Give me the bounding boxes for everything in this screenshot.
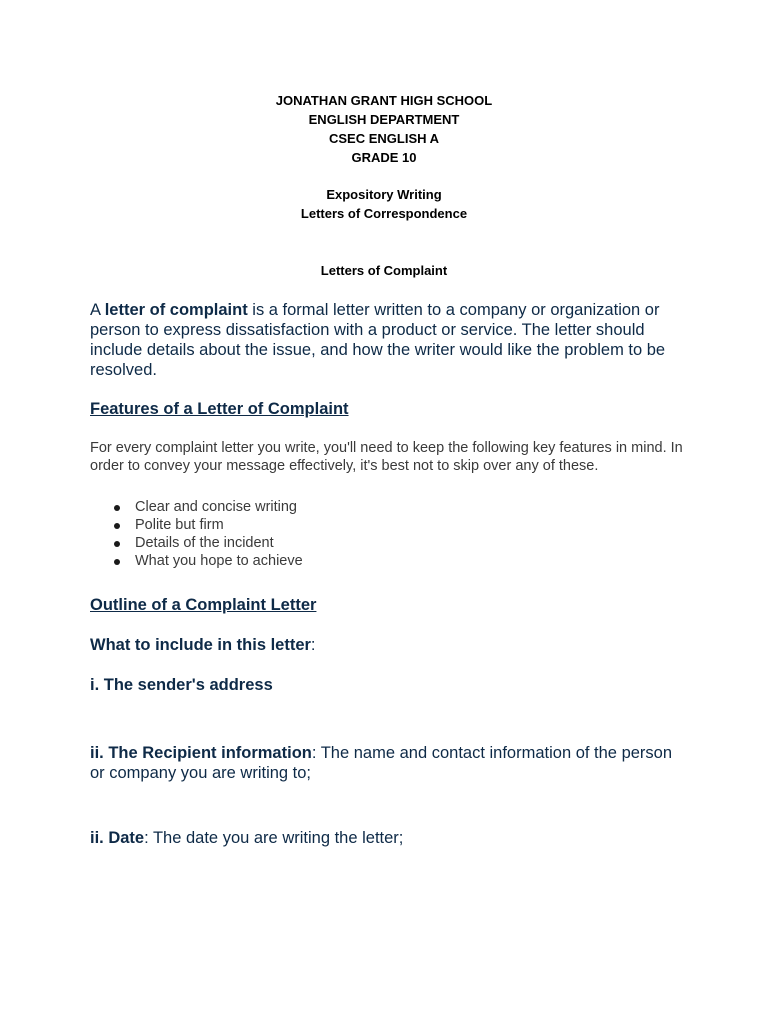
senders-address-label: i. The sender's address — [90, 676, 273, 694]
intro-prefix: A — [90, 301, 105, 319]
intro-text: is a formal letter written to a company or organization or person to express dissatisfaction with a product or service. The letter should include details about the issue, and how the writer would like the problem to be resolved. — [90, 301, 666, 379]
include-line — [90, 635, 680, 655]
date-line — [90, 828, 680, 848]
grade-level: GRADE 10 — [351, 150, 417, 165]
list-item — [90, 552, 303, 570]
topic-title: Expository Writing — [326, 187, 442, 202]
list-item-label: Polite but firm — [135, 517, 224, 533]
list-item-label: Details of the incident — [135, 535, 274, 551]
school-name: JONATHAN GRANT HIGH SCHOOL — [275, 93, 493, 108]
recipient-label: ii. The Recipient information — [90, 744, 312, 762]
intro-term: letter of complaint — [104, 301, 248, 319]
senders-address-line — [90, 675, 680, 695]
date-label: ii. Date — [90, 829, 145, 847]
recipient-paragraph — [90, 743, 680, 783]
list-item — [90, 516, 303, 534]
bullet-icon — [114, 505, 120, 511]
list-item — [90, 534, 303, 552]
bullet-icon — [114, 541, 120, 547]
date-text: : The date you are writing the letter; — [144, 829, 404, 847]
bullet-icon — [114, 523, 120, 529]
outline-heading: Outline of a Complaint Letter — [90, 596, 317, 614]
bullet-icon — [114, 559, 120, 565]
recipient-text: : The name and contact information of the person or company you are writing to; — [90, 744, 673, 782]
include-suffix: : — [310, 636, 316, 654]
include-label: What to include in this letter — [90, 636, 311, 654]
features-list — [90, 498, 303, 570]
list-item-label: Clear and concise writing — [135, 499, 297, 515]
department-name: ENGLISH DEPARTMENT — [308, 112, 460, 127]
features-description: For every complaint letter you write, you'll need to keep the following key features in mind. In order to convey your message effectively, it's best not to skip over any of these. — [90, 440, 683, 474]
list-item-label: What you hope to achieve — [135, 553, 303, 569]
list-item — [90, 498, 303, 516]
features-heading: Features of a Letter of Complaint — [90, 400, 349, 418]
intro-paragraph — [90, 300, 680, 380]
subtopic-title: Letters of Correspondence — [300, 206, 468, 221]
course-name: CSEC ENGLISH A — [328, 131, 440, 146]
document-title: Letters of Complaint — [320, 263, 448, 278]
